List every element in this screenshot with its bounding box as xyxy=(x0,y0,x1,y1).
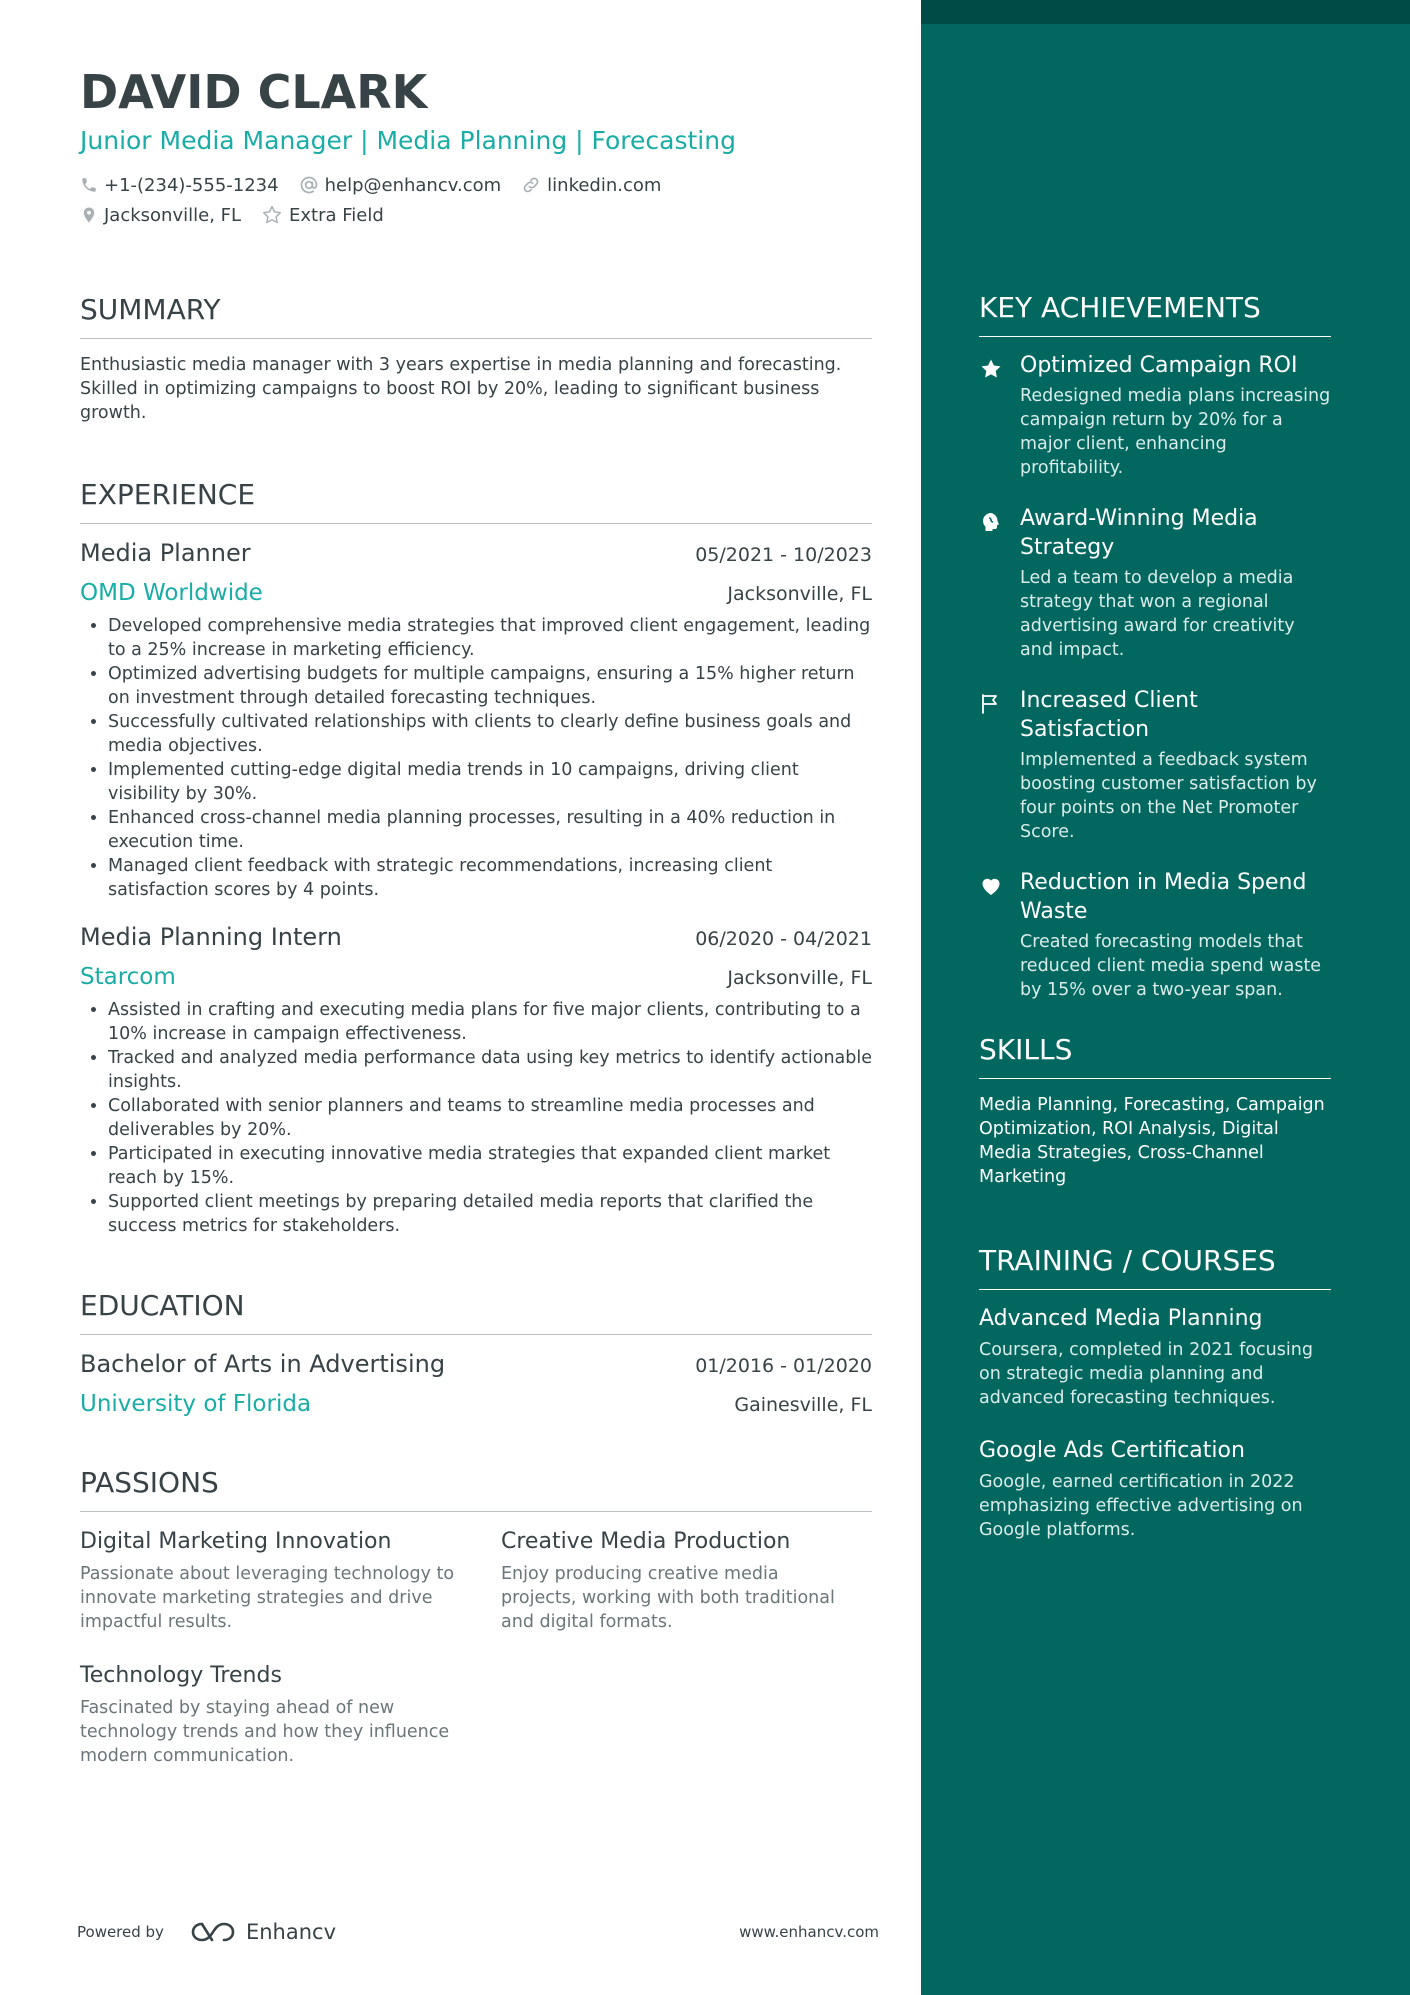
achievement-item xyxy=(979,504,1331,662)
job-bullets xyxy=(80,998,872,1238)
passion-title: Technology Trends xyxy=(80,1663,282,1688)
job-company: Starcom xyxy=(80,964,176,990)
summary-heading: SUMMARY xyxy=(80,292,872,339)
contact-info xyxy=(80,170,872,230)
sidebar-top-bar xyxy=(921,0,1410,24)
job-dates: 05/2021 - 10/2023 xyxy=(695,544,872,566)
achievement-desc: Implemented a feedback system boosting customer satisfaction by four points on the Net Promoter Score. xyxy=(1020,750,1317,842)
enhancv-logo[interactable] xyxy=(190,1920,336,1944)
passion-title: Digital Marketing Innovation xyxy=(80,1529,392,1554)
contact-location xyxy=(80,205,241,226)
job-bullet: • Collaborated with senior planners and teams to streamline media processes and deliverables by 20%. xyxy=(108,1094,872,1142)
job-bullet: • Supported client meetings by preparing detailed media reports that clarified the success metrics for stakeholders. xyxy=(108,1190,872,1238)
experience-heading: EXPERIENCE xyxy=(80,477,872,524)
achievement-title: Optimized Campaign ROI xyxy=(1020,353,1298,378)
job-bullet: • Developed comprehensive media strategies that improved client engagement, leading to a 25% increase in marketing efficiency. xyxy=(108,614,872,662)
job-bullet: • Managed client feedback with strategic recommendations, increasing client satisfaction scores by 4 points. xyxy=(108,854,872,902)
training-section xyxy=(979,1243,1331,1542)
job-bullet: • Enhanced cross-channel media planning processes, resulting in a 40% reduction in execution time. xyxy=(108,806,872,854)
star-icon xyxy=(979,357,1003,381)
linkedin-text: linkedin.com xyxy=(547,174,662,196)
course-item xyxy=(979,1304,1331,1410)
location-pin-icon xyxy=(80,205,98,225)
experience-section xyxy=(80,477,872,1238)
education-dates: 01/2016 - 01/2020 xyxy=(695,1355,872,1377)
achievement-desc: Led a team to develop a media strategy that won a regional advertising award for creativity and impact. xyxy=(1020,568,1295,660)
course-desc: Google, earned certification in 2022 emphasizing effective advertising on Google platforms. xyxy=(979,1472,1303,1540)
job-title: Media Planner xyxy=(80,539,251,567)
heart-icon xyxy=(979,874,1003,898)
extra-text: Extra Field xyxy=(289,204,384,226)
job-bullet: • Tracked and analyzed media performance data using key metrics to identify actionable insights. xyxy=(108,1046,872,1094)
job-location: Jacksonville, FL xyxy=(727,967,872,989)
sidebar-column xyxy=(979,290,1331,1542)
phone-text: +1-(234)-555-1234 xyxy=(104,174,279,196)
skills-heading: SKILLS xyxy=(979,1032,1331,1079)
job-location: Jacksonville, FL xyxy=(727,583,872,605)
flag-icon xyxy=(979,692,1003,716)
passion-title: Creative Media Production xyxy=(501,1529,791,1554)
school-location: Gainesville, FL xyxy=(734,1394,872,1416)
passion-desc: Passionate about leveraging technology to innovate marketing strategies and drive impactful results. xyxy=(80,1564,455,1632)
degree-title: Bachelor of Arts in Advertising xyxy=(80,1350,446,1378)
passion-item xyxy=(501,1526,872,1634)
enhancv-logo-icon xyxy=(190,1920,236,1944)
passion-item xyxy=(80,1526,501,1634)
job-entry xyxy=(80,920,872,1238)
training-heading: TRAINING / COURSES xyxy=(979,1243,1331,1290)
course-desc: Coursera, completed in 2021 focusing on strategic media planning and advanced forecasting techniques. xyxy=(979,1340,1313,1408)
contact-phone[interactable] xyxy=(80,175,279,196)
job-bullet: • Optimized advertising budgets for multiple campaigns, ensuring a 15% higher return on investment through detailed forecasting techniques. xyxy=(108,662,872,710)
achievement-item xyxy=(979,868,1331,1002)
job-company: OMD Worldwide xyxy=(80,580,263,606)
passion-item xyxy=(80,1660,501,1768)
passion-desc: Enjoy producing creative media projects, working with both traditional and digital formats. xyxy=(501,1564,835,1632)
skills-section xyxy=(979,1032,1331,1189)
star-outline-icon xyxy=(261,204,283,226)
main-column xyxy=(80,62,872,1768)
brain-icon xyxy=(979,510,1003,534)
job-title: Media Planning Intern xyxy=(80,923,342,951)
achievements-heading: KEY ACHIEVEMENTS xyxy=(979,290,1331,337)
achievement-item xyxy=(979,351,1331,480)
summary-section xyxy=(80,292,872,425)
skills-text: Media Planning, Forecasting, Campaign Optimization, ROI Analysis, Digital Media Strategies, Cross-Channel Marketing xyxy=(979,1095,1325,1187)
location-text: Jacksonville, FL xyxy=(104,204,242,226)
footer-site-link[interactable]: www.enhancv.com xyxy=(739,1923,879,1941)
summary-text: Enthusiastic media manager with 3 years expertise in media planning and forecasting. Skilled in optimizing campaigns to boost ROI by 20%, leading to significant business growth. xyxy=(80,355,842,423)
passion-desc: Fascinated by staying ahead of new technology trends and how they influence modern communication. xyxy=(80,1698,450,1766)
job-bullet: • Successfully cultivated relationships with clients to clearly define business goals and media objectives. xyxy=(108,710,872,758)
achievement-desc: Created forecasting models that reduced client media spend waste by 15% over a two-year span. xyxy=(1020,932,1322,1000)
enhancv-brand-text: Enhancv xyxy=(245,1920,336,1944)
email-text: help@enhancv.com xyxy=(324,174,502,196)
powered-by-text: Powered by xyxy=(77,1923,164,1941)
job-bullet: • Participated in executing innovative media strategies that expanded client market reach by 15%. xyxy=(108,1142,872,1190)
contact-extra xyxy=(261,204,384,226)
candidate-title: Junior Media Manager | Media Planning | Forecasting xyxy=(80,126,736,155)
achievements-section xyxy=(979,290,1331,1002)
passions-heading: PASSIONS xyxy=(80,1465,872,1512)
achievement-desc: Redesigned media plans increasing campaign return by 20% for a major client, enhancing profitability. xyxy=(1020,386,1331,478)
education-entry xyxy=(80,1347,872,1421)
course-title: Google Ads Certification xyxy=(979,1438,1245,1463)
course-title: Advanced Media Planning xyxy=(979,1306,1263,1331)
achievement-title: Increased Client Satisfaction xyxy=(1020,688,1198,742)
passions-section xyxy=(80,1465,872,1768)
phone-icon xyxy=(80,176,98,194)
achievement-title: Reduction in Media Spend Waste xyxy=(1020,870,1307,924)
achievement-item xyxy=(979,686,1331,844)
contact-linkedin[interactable] xyxy=(521,175,661,196)
footer xyxy=(77,1912,879,1952)
powered-by xyxy=(77,1920,336,1944)
link-icon xyxy=(521,175,541,195)
contact-email[interactable] xyxy=(299,175,502,196)
job-dates: 06/2020 - 04/2021 xyxy=(695,928,872,950)
at-icon xyxy=(299,175,319,195)
school-name: University of Florida xyxy=(80,1391,312,1417)
education-heading: EDUCATION xyxy=(80,1288,872,1335)
course-item xyxy=(979,1436,1331,1542)
job-bullet: • Assisted in crafting and executing media plans for five major clients, contributing to a 10% increase in campaign effectiveness. xyxy=(108,998,872,1046)
job-bullet: • Implemented cutting-edge digital media trends in 10 campaigns, driving client visibility by 30%. xyxy=(108,758,872,806)
job-bullets xyxy=(80,614,872,902)
candidate-name: DAVID CLARK xyxy=(80,65,428,119)
education-section xyxy=(80,1288,872,1421)
achievement-title: Award-Winning Media Strategy xyxy=(1020,506,1258,560)
job-entry xyxy=(80,536,872,902)
